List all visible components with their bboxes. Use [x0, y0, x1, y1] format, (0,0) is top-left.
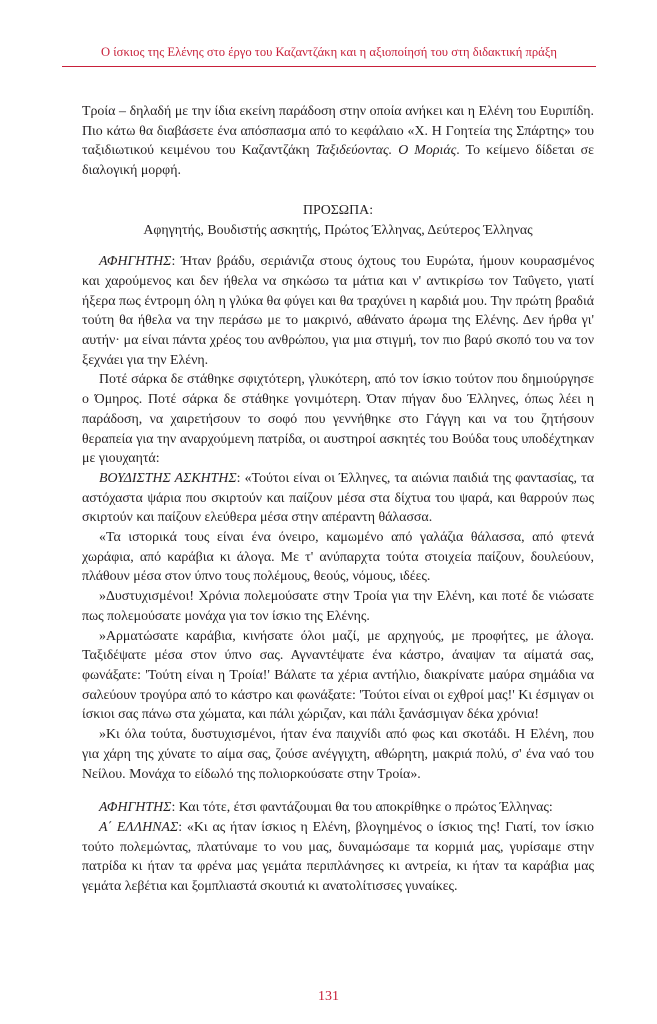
- dialogue-text: : Και τότε, έτσι φαντάζουμαι θα του αποκρίθηκε ο πρώτος Έλληνας:: [171, 800, 553, 816]
- dialogue-paragraph: [82, 818, 594, 897]
- dialogue-text: : «Τούτοι είναι οι Έλληνες, τα αιώνια παιδιά της φαντασίας, τα αστόχαστα ψάρια που σκιρτούν και παίζουν μέσα στα δίχτυα του ψαρά, και θαρρούν πως σκιρτούν και παίζουν ελεύθερα μέσα στην απέραντη θάλασσα.: [82, 470, 594, 526]
- dialogue-paragraph: [82, 252, 594, 370]
- persons-list: Αφηγητής, Βουδιστής ασκητής, Πρώτος Έλληνας, Δεύτερος Έλληνας: [143, 222, 533, 238]
- intro-text-a: Τροία – δηλαδή με την ίδια εκείνη παράδοση στην οποία ανήκει και η Ελένη του Ευριπίδη. Πιο κάτω θα διαβάσετε ένα απόσπασμα από το κεφάλαιο «Χ. Η Γοητεία της Σπάρτης» του ταξιδιωτικού κειμένου του Καζαντζάκη: [82, 104, 594, 159]
- dialogue-paragraph: [82, 469, 594, 528]
- intro-text-b: . Το κείμενο δίδεται σε διαλογική μορφή.: [82, 143, 594, 179]
- speaker-label: Α΄ ΕΛΛΗΝΑΣ: [99, 819, 179, 835]
- dialogue-paragraph: «Τα ιστορικά τους είναι ένα όνειρο, καμωμένο από γαλάζια θάλασσα, από φτενά χωράφια, από καράβια κι άλογα. Με τ' ανύπαρχτα τούτα στοιχεία παίζουν, δουλεύουν, πλάθουν μέσα στον ύπνο τους πολέμους, θεούς, νόμους, ιδέες.: [82, 530, 594, 585]
- dialogue-paragraph: »Αρματώσατε καράβια, κινήσατε όλοι μαζί, με αρχηγούς, με προφήτες, με άλογα. Ταξιδέψατε μέσα στον ύπνο σας. Αγναντέψατε ένα κάστρο, άναψαν τα αίματά σας, φωνάξατε: 'Τούτη είναι η Τροία!' Βάλατε τα χέρια αντήλιο, διακρίνατε μαύρα σημάδια να σαλεύουν τρογύρα από το κάστρο και φωνάξατε: 'Τούτοι είναι οι εχθροί μας!' Κι έσμιγαν οι ίσκιοι σας πάνω στα χώματα, και πάλι χώριζαν, και πάλι ξανάσμιγαν δέκα χρόνια!: [82, 628, 594, 723]
- speaker-label: ΑΦΗΓΗΤΗΣ: [99, 254, 172, 270]
- dialogue-paragraph: »Κι όλα τούτα, δυστυχισμένοι, ήταν ένα παιχνίδι από φως και σκοτάδι. Η Ελένη, που για χάρη της χύνατε το αίμα σας, ζούσε ανέγγιχτη, αθώρητη, μακριά πολύ, σ' ένα ναό του Νείλου. Μονάχα το είδωλό της πολιορκούσατε στην Τροία».: [82, 727, 594, 782]
- dialogue-text: : Ήταν βράδυ, σεριάνιζα στους όχτους του Ευρώτα, ήμουν κουρασμένος και χαρούμενος και δεν ήθελα να σηκώσω τα μάτια και ν' αντικρίσω τον Ταΰγετο, γιατί ήξερα πως έντρομη όλη η γλύκα θα φύγει και θα τραχύνει η καρδιά μου. Την πρώτη βραδιά τούτη θα ήθελα να την περάσω με το μακρινό, αθάνατο άρωμα της Ελένης. Δεν ήρθα γι' αυτήν· μα είναι πάντα χρέος του ανθρώπου, για μια στιγμή, τον πιο βαρύ σκοπό του να τον ξεχνάει για την Ελένη.: [82, 254, 594, 368]
- dialogue-paragraph: Ποτέ σάρκα δε στάθηκε σφιχτότερη, γλυκότερη, από τον ίσκιο τούτον που δημιούργησε ο Όμηρος. Ποτέ σάρκα δε στάθηκε γονιμότερη. Όταν πήγαν δυο Έλληνες, όπως λέει η παράδοση, να χαιρετήσουν το σοφό που γεννήθηκε στο Γάγγη και να του ζητήσουν θεραπεία για την αναρχούμενη πατρίδα, οι αυστηροί ασκητές του Βούδα τους υποδέχτηκαν με γιουχαητά:: [82, 372, 594, 467]
- page-body: [82, 102, 594, 897]
- page-number: 131: [318, 989, 339, 1004]
- dialogue-paragraph: »Δυστυχισμένοι! Χρόνια πολεμούσατε στην Τροία για την Ελένη, και ποτέ δε νιώσατε πως πολεμούσατε μονάχα για τον ίσκιο της Ελένης.: [82, 589, 594, 624]
- intro-paragraph: [82, 102, 594, 181]
- speaker-label: ΒΟΥΔΙΣΤΗΣ ΑΣΚΗΤΗΣ: [99, 470, 237, 486]
- persons-heading: ΠΡΟΣΩΠΑ:: [302, 202, 374, 218]
- book-title: Ταξιδεύοντας. Ο Μοριάς: [315, 143, 457, 159]
- dialogue-paragraph: [82, 798, 594, 818]
- speaker-label: ΑΦΗΓΗΤΗΣ: [99, 800, 172, 816]
- dialogue-text: : «Κι ας ήταν ίσκιος η Ελένη, βλογημένος ο ίσκιος της! Γιατί, τον ίσκιο τούτο πολεμώντας, πλατύναμε το νου μας, δυναμώσαμε τα κορμιά μας, γυρίσαμε στην πατρίδα κι ήταν τα φρένα μας γεμάτα περιπλάνησες κι αντρεία, κι ήταν τα καράβια μας γεμάτα λεβέτια και ξομπλιαστά σκουτιά κι ανατολίτισσες γυναίκες.: [82, 819, 594, 895]
- running-header: Ο ίσκιος της Ελένης στο έργο του Καζαντζάκη και η αξιοποίησή του στη διδακτική πράξη: [101, 45, 557, 59]
- header-rule: [62, 66, 596, 67]
